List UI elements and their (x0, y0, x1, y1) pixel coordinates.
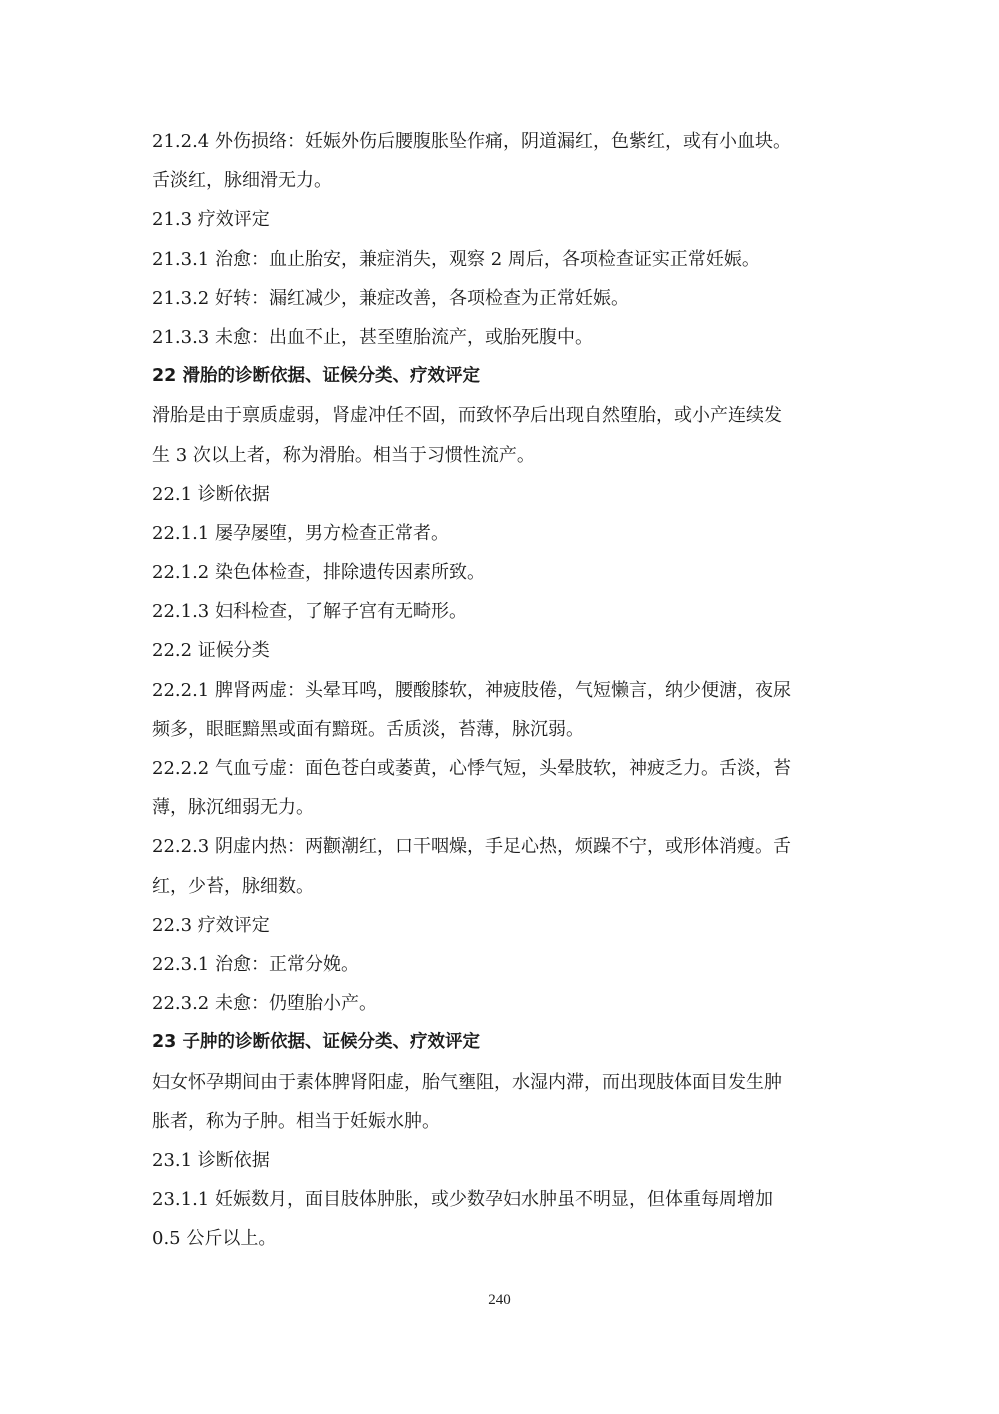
text-line: 21.3 疗效评定 (152, 209, 270, 231)
text-line: 滑胎是由于禀质虚弱，肾虚冲任不固，而致怀孕后出现自然堕胎，或小产连续发 (152, 405, 782, 427)
text-line: 22.1 诊断依据 (152, 483, 270, 505)
section-heading: 23 子肿的诊断依据、证候分类、疗效评定 (152, 1032, 480, 1053)
text-line: 22.3 疗效评定 (152, 914, 270, 936)
section-heading: 22 滑胎的诊断依据、证候分类、疗效评定 (152, 366, 480, 387)
text-line: 22.1.1 屡孕屡堕，男方检查正常者。 (152, 522, 449, 544)
text-line: 22.3.1 治愈：正常分娩。 (152, 953, 359, 975)
text-line: 舌淡红，脉细滑无力。 (152, 170, 332, 192)
page-number: 240 (488, 1292, 511, 1308)
text-line: 21.3.2 好转：漏红减少，兼症改善，各项检查为正常妊娠。 (152, 287, 629, 309)
document-body (152, 122, 850, 1258)
text-line: 生 3 次以上者，称为滑胎。相当于习惯性流产。 (152, 444, 535, 466)
text-line: 红，少苔，脉细数。 (152, 875, 314, 897)
text-line: 21.3.1 治愈：血止胎安，兼症消失，观察 2 周后，各项检查证实正常妊娠。 (152, 248, 760, 270)
text-line: 22.1.3 妇科检查，了解子宫有无畸形。 (152, 601, 467, 623)
text-line: 22.2 证候分类 (152, 640, 270, 662)
text-line: 频多，眼眶黯黑或面有黯斑。舌质淡，苔薄，脉沉弱。 (152, 718, 584, 740)
text-line: 23.1 诊断依据 (152, 1149, 270, 1171)
text-line: 22.2.1 脾肾两虚：头晕耳鸣，腰酸膝软，神疲肢倦，气短懒言，纳少便溏，夜尿 (152, 679, 791, 701)
text-line: 妇女怀孕期间由于素体脾肾阳虚，胎气壅阻，水湿内滞，而出现肢体面目发生肿 (152, 1071, 782, 1093)
text-line: 胀者，称为子肿。相当于妊娠水肿。 (152, 1110, 440, 1132)
text-line: 0.5 公斤以上。 (152, 1228, 277, 1250)
text-line: 22.1.2 染色体检查，排除遗传因素所致。 (152, 562, 485, 584)
text-line: 薄，脉沉细弱无力。 (152, 797, 314, 819)
text-line: 21.2.4 外伤损络：妊娠外伤后腰腹胀坠作痛，阴道漏红，色紫红，或有小血块。 (152, 131, 791, 152)
text-line: 21.3.3 未愈：出血不止，甚至堕胎流产，或胎死腹中。 (152, 326, 593, 348)
text-line: 22.2.3 阴虚内热：两颧潮红，口干咽燥，手足心热，烦躁不宁，或形体消瘦。舌 (152, 836, 791, 858)
text-line: 22.3.2 未愈：仍堕胎小产。 (152, 993, 377, 1015)
text-line: 23.1.1 妊娠数月，面目肢体肿胀，或少数孕妇水肿虽不明显，但体重每周增加 (152, 1189, 773, 1211)
text-line: 22.2.2 气血亏虚：面色苍白或萎黄，心悸气短，头晕肢软，神疲乏力。舌淡，苔 (152, 758, 791, 779)
